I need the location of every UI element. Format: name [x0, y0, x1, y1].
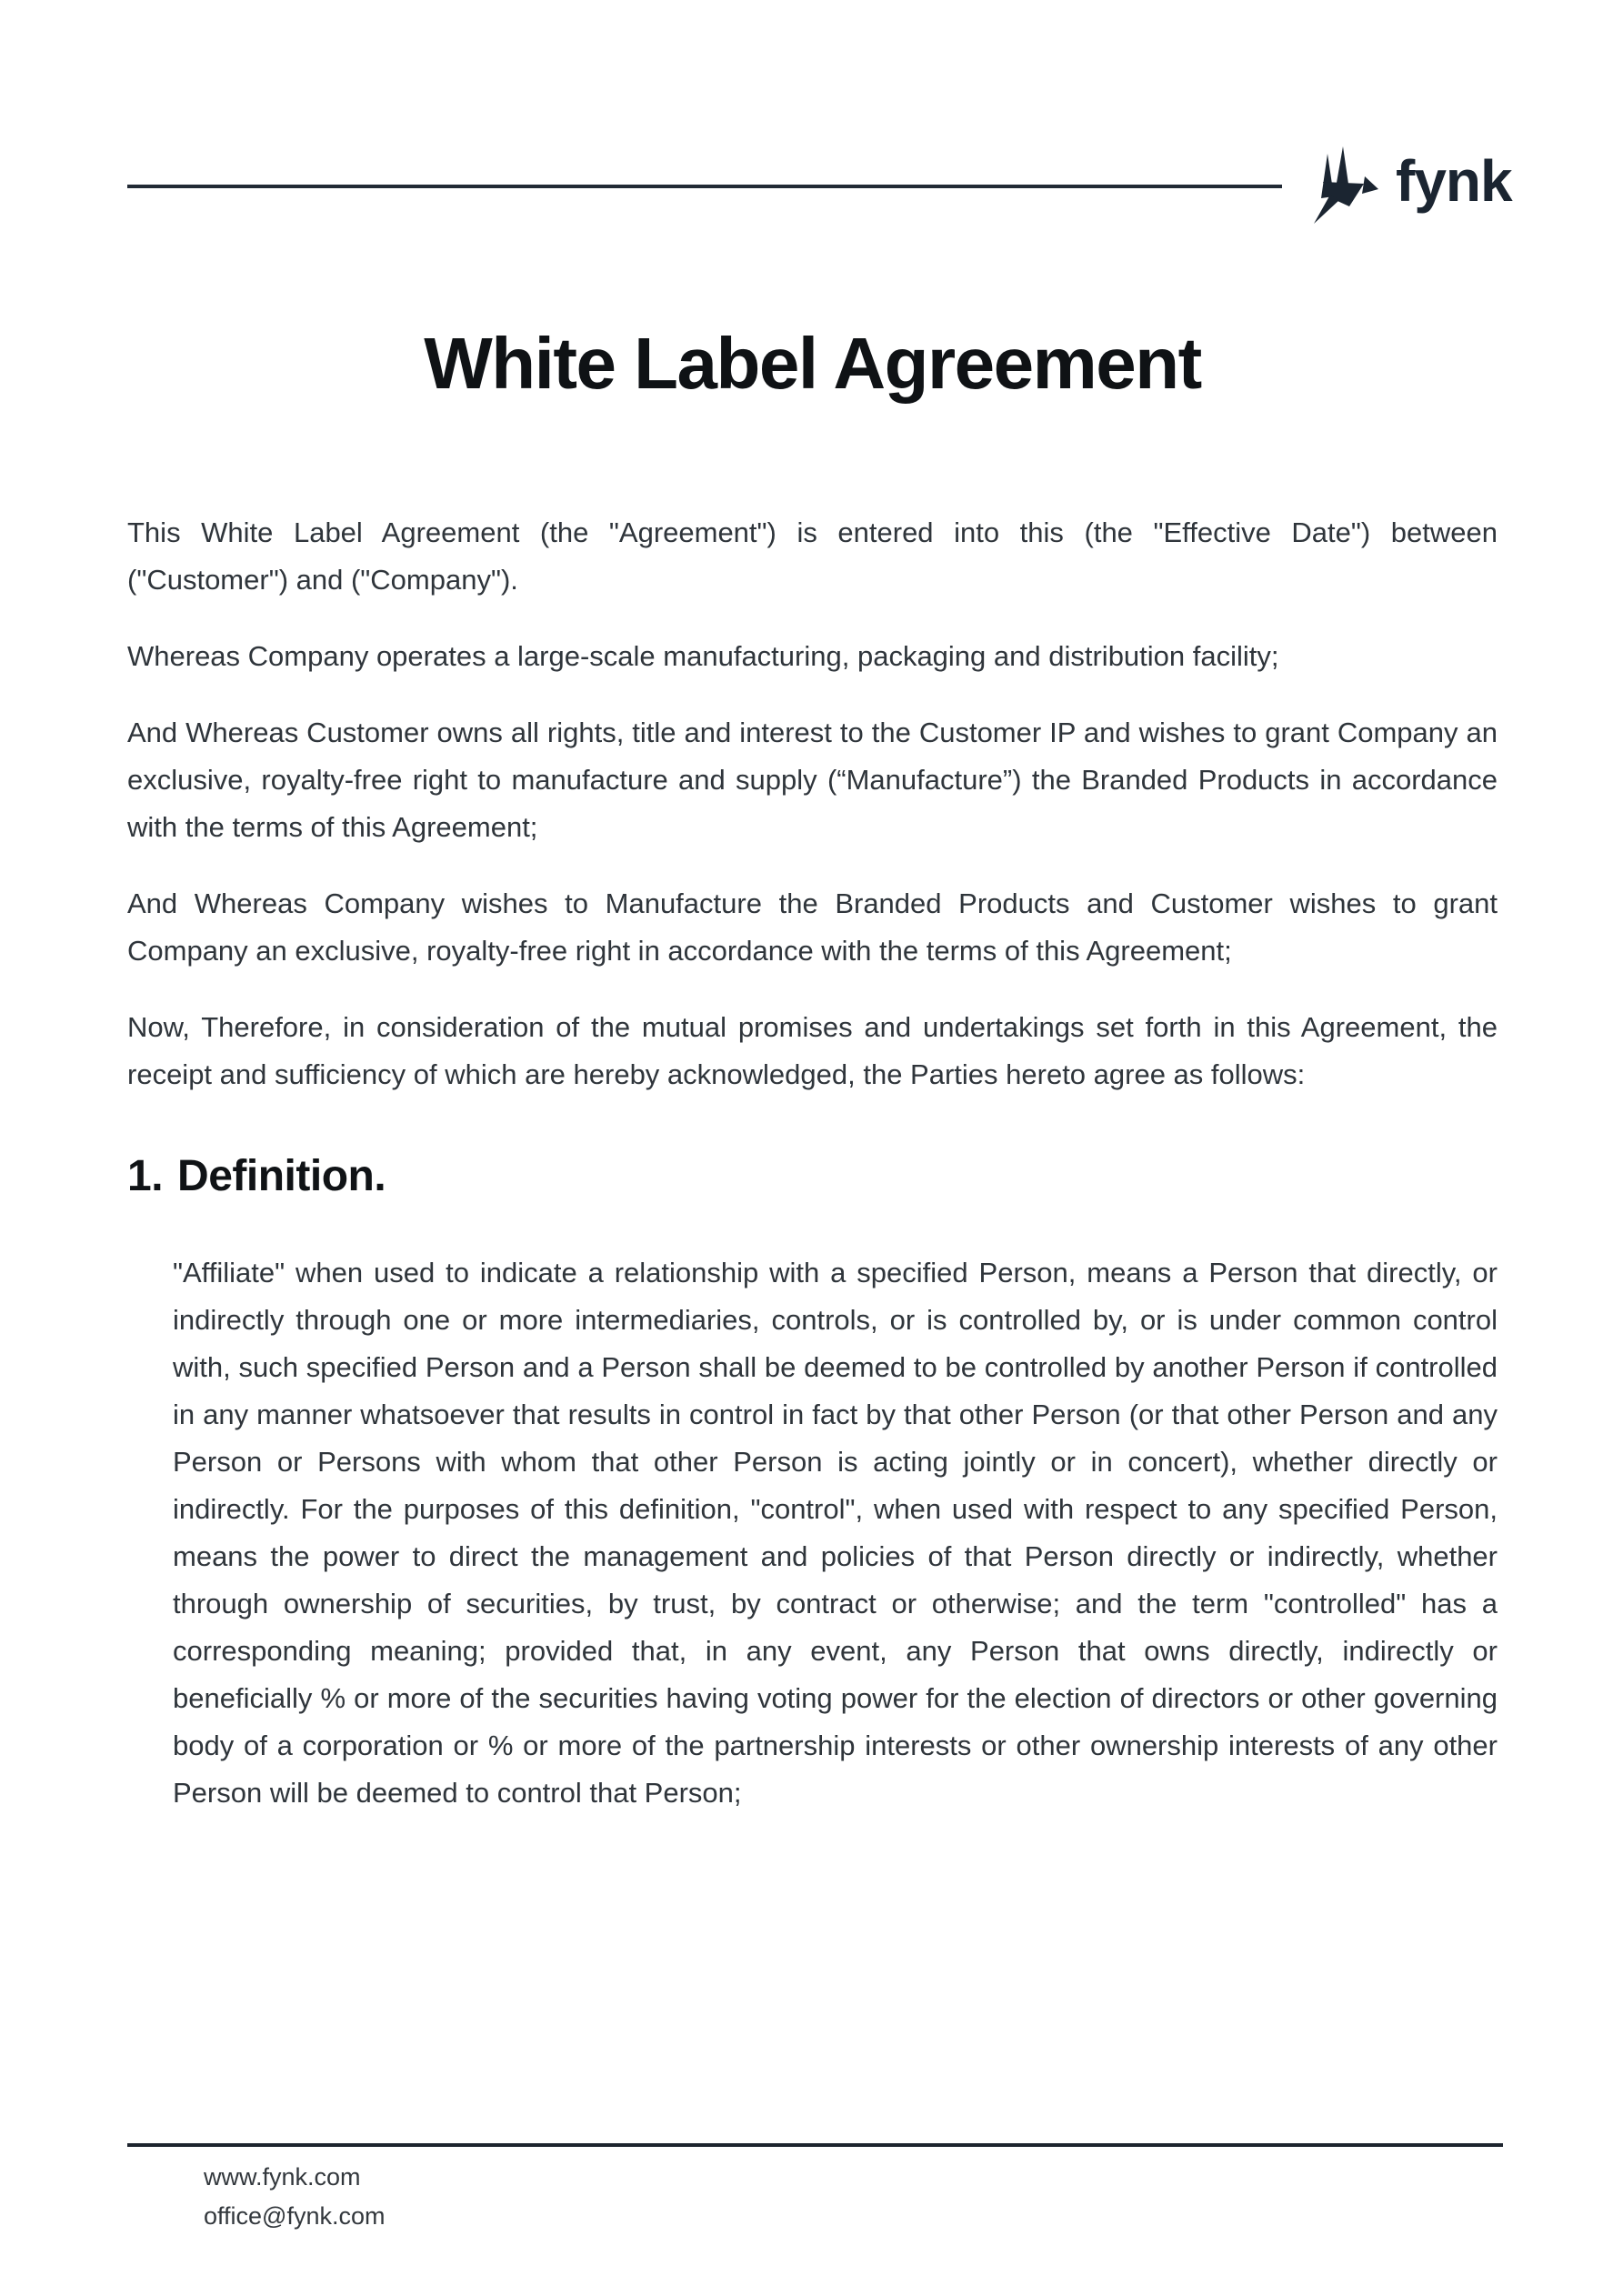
- footer-rule: [127, 2143, 1503, 2147]
- footer-email: office@fynk.com: [204, 2202, 386, 2230]
- intro-paragraph: This White Label Agreement (the "Agreement") is entered into this (the "Effective Date") between ("Customer") and ("Company").: [127, 516, 1498, 596]
- document-title: White Label Agreement: [424, 323, 1201, 404]
- definition-paragraph: "Affiliate" when used to indicate a relationship with a specified Person, means a Person that directly, or indirectly through one or more intermediaries, controls, or is controlled by, or is under common control with, such specified Person and a Person shall be deemed to be controlled by another Person if controlled in any manner whatsoever that results in control in fact by that other Person (or that other Person and any Person or Persons with whom that other Person is acting jointly or in concert), whether directly or indirectly. For the purposes of this definition, "control", when used with respect to any specified Person, means the power to direct the management and policies of that Person directly or indirectly, whether through ownership of securities, by trust, by contract or otherwise; and the term "controlled" has a corresponding meaning; provided that, in any event, any Person that owns directly, indirectly or beneficially % or more of the securities having voting power for the election of directors or other governing body of a corporation or % or more of the partnership interests or other ownership interests of any other Person will be deemed to control that Person;: [173, 1257, 1498, 1809]
- fynk-logo: [1313, 145, 1512, 226]
- intro-paragraph: Now, Therefore, in consideration of the mutual promises and undertakings set forth in this Agreement, the receipt and sufficiency of which are hereby acknowledged, the Parties hereto agree as follows:: [127, 1011, 1498, 1090]
- footer-website: www.fynk.com: [204, 2163, 361, 2191]
- intro-paragraph: And Whereas Company wishes to Manufacture the Branded Products and Customer wishes to grant Company an exclusive, royalty-free right in accordance with the terms of this Agreement;: [127, 887, 1498, 967]
- origami-bird-icon: [1313, 145, 1380, 226]
- page-footer: [127, 2143, 1503, 2236]
- document-content: [0, 320, 1623, 1817]
- intro-paragraphs: [127, 509, 1498, 1098]
- intro-paragraph: Whereas Company operates a large-scale manufacturing, packaging and distribution facility;: [127, 640, 1279, 672]
- section-number: 1.: [127, 1152, 164, 1200]
- header-rule: [127, 185, 1282, 188]
- section-heading-definition: [127, 1151, 1498, 1202]
- section-title: Definition.: [177, 1152, 386, 1200]
- intro-paragraph: And Whereas Customer owns all rights, title and interest to the Customer IP and wishes to grant Company an exclusive, royalty-free right to manufacture and supply (“Manufacture”) the Branded Products in accordance with the terms of this Agreement;: [127, 717, 1498, 843]
- fynk-wordmark: fynk: [1396, 148, 1512, 214]
- footer-contact: [127, 2158, 1503, 2236]
